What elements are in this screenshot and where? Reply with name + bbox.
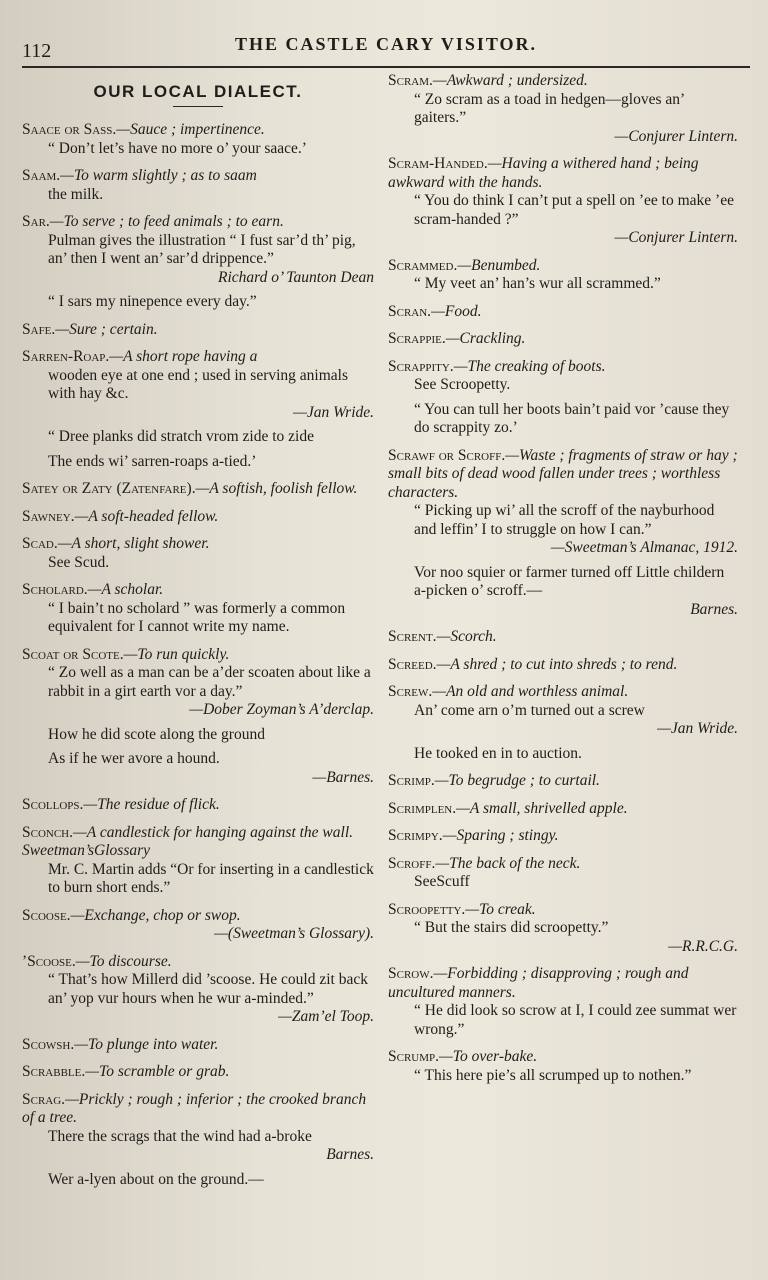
- page-header: [22, 30, 750, 68]
- entry-headword: Scrawf or Scroff.: [388, 446, 506, 464]
- entry-definition: —Sauce ; impertinence.: [116, 121, 265, 138]
- entry-quote: The ends wi’ sarren-roaps a-tied.’: [48, 452, 257, 470]
- entry-definition: —Crackling.: [445, 330, 526, 347]
- entry-headword: Scrimplen.: [388, 799, 457, 817]
- dialect-entry: [22, 535, 374, 572]
- dialect-entry: [22, 646, 374, 788]
- entry-quote: “ You can tull her boots bain’t paid vor ’cause they do scrappity zo.’: [414, 400, 730, 436]
- dialect-entry: [388, 155, 738, 248]
- entry-headword: Screw.: [388, 683, 433, 700]
- entry-headword: Scroopetty.: [388, 900, 466, 918]
- entry-attribution: Richard o’ Taunton Dean: [217, 268, 374, 286]
- dialect-entry: [388, 257, 738, 294]
- entry-quote: “ Zo scram as a toad in hedgen—gloves an’ gaiters.”: [414, 90, 685, 126]
- dialect-entry: [22, 167, 374, 204]
- dialect-entry: [388, 901, 738, 957]
- entry-quote: He tooked en in to auction.: [414, 744, 582, 762]
- entry-definition: —Having a withered hand ; being awkward with the hands.: [388, 155, 699, 191]
- entry-headword: Scram.: [388, 72, 433, 89]
- entry-attribution: —Jan Wride.: [293, 403, 374, 421]
- dialect-entry: [22, 121, 374, 158]
- dialect-entry: [22, 508, 374, 527]
- entry-line: [388, 656, 738, 675]
- entry-headword: Sawney.: [22, 507, 75, 525]
- dialect-entry: [22, 1036, 374, 1055]
- dialect-entry: [388, 656, 738, 675]
- entry-line: [388, 447, 738, 503]
- entry-quote: “ Zo well as a man can be a’der scoaten about like a rabbit in a girt earth vor a day.”: [48, 664, 371, 700]
- entry-definition: —A softish, foolish fellow.: [195, 480, 358, 497]
- entry-line: [388, 772, 738, 791]
- entry-attribution: —R.R.C.G.: [668, 937, 738, 955]
- entry-attribution: —Barnes.: [312, 768, 374, 786]
- entry-line: [22, 581, 374, 600]
- entry-headword: Scram-Handed.: [388, 155, 488, 172]
- entry-line: [22, 646, 374, 665]
- entry-definition: —Prickly ; rough ; inferior ; the crooked branch of a tree.: [22, 1090, 367, 1126]
- entry-definition: —A scholar.: [87, 581, 164, 598]
- entry-line: [22, 1036, 374, 1055]
- entry-line: [388, 303, 738, 322]
- dialect-entry: [388, 965, 738, 1039]
- entry-definition: —To creak.: [465, 900, 536, 918]
- entry-line: [22, 213, 374, 232]
- page-number: 112: [22, 40, 52, 62]
- left-column: [22, 72, 374, 1198]
- entry-definition: —The back of the neck.: [435, 854, 581, 872]
- entry-attribution: Barnes.: [326, 1146, 374, 1163]
- dialect-entry: [22, 348, 374, 471]
- entry-definition: —Sparing ; stingy.: [442, 827, 559, 844]
- entry-definition: —A small, shrivelled apple.: [456, 799, 628, 817]
- entry-definition: —To scramble or grab.: [85, 1063, 230, 1080]
- entry-quote: As if he wer avore a hound.: [48, 750, 220, 767]
- entry-attribution: Barnes.: [690, 600, 738, 618]
- entry-line: [22, 1091, 374, 1128]
- entry-line: [22, 953, 374, 972]
- entry-line: [22, 824, 374, 861]
- entry-quote: How he did scote along the ground: [48, 725, 265, 743]
- dialect-entry: [388, 330, 738, 349]
- section-title: OUR LOCAL DIALECT.: [93, 82, 303, 101]
- entry-quote: “ He did look so scrow at I, I could zee summat wer wrong.”: [414, 1002, 737, 1038]
- entry-headword: Sconch.: [22, 823, 74, 841]
- entry-line: [388, 330, 738, 349]
- dialect-entry: [22, 824, 374, 898]
- entry-quote: Vor noo squier or farmer turned off Little childern a-picken o’ scroff.—: [414, 563, 725, 599]
- entry-headword: Saam.: [22, 167, 61, 184]
- entry-quote: Mr. C. Martin adds “Or for inserting in a candlestick to burn short ends.”: [48, 860, 374, 896]
- entry-definition: —Waste ; fragments of straw or hay ; small bits of dead wood fallen under trees ; worthless characters.: [388, 446, 738, 501]
- dialect-entry: [22, 321, 374, 340]
- entry-definition: —To serve ; to feed animals ; to earn.: [49, 213, 284, 230]
- entry-headword: ’Scoose.: [22, 952, 76, 970]
- entry-definition: —Food.: [431, 302, 482, 320]
- entry-line: [22, 907, 374, 926]
- entry-attribution: —Conjurer Lintern.: [614, 127, 738, 145]
- entry-attribution: —Jan Wride.: [657, 720, 738, 737]
- entry-headword: Scoat or Scote.: [22, 645, 124, 663]
- entry-quote: the milk.: [48, 185, 104, 203]
- entry-headword: Sarren-Roap.: [22, 348, 110, 365]
- entry-quote: “ Dree planks did stratch vrom zide to zide: [48, 428, 314, 445]
- entry-headword: Scholard.: [22, 581, 88, 598]
- entry-quote: wooden eye at one end ; used in serving animals with hay &c.: [48, 366, 349, 402]
- dialect-entry: [22, 796, 374, 815]
- dialect-entry: [388, 358, 738, 438]
- entry-line: [388, 358, 738, 377]
- entry-definition: —To discourse.: [75, 952, 172, 970]
- dialect-entry: [388, 628, 738, 647]
- entry-attribution: —Sweetman’s Almanac, 1912.: [550, 539, 738, 556]
- entry-definition: —A shred ; to cut into shreds ; to rend.: [436, 655, 678, 673]
- entry-quote: There the scrags that the wind had a-broke: [48, 1127, 312, 1145]
- entry-quote: “ Don’t let’s have no more o’ your saace.’: [48, 139, 307, 157]
- entry-definition: —To over-bake.: [439, 1048, 538, 1065]
- entry-definition: —To plunge into water.: [74, 1035, 219, 1053]
- running-title: THE CASTLE CARY VISITOR.: [234, 34, 538, 54]
- entry-quote: “ You do think I can’t put a spell on ’ee to make ’ee scram-handed ?”: [414, 192, 734, 228]
- dialect-entry: [388, 72, 738, 146]
- entry-line: [22, 348, 374, 367]
- right-entry-list: [388, 72, 738, 1085]
- entry-line: [22, 535, 374, 554]
- entry-definition: —A short, slight shower.: [57, 535, 210, 552]
- dialect-entry: [22, 213, 374, 312]
- entry-headword: Scrag.: [22, 1090, 66, 1108]
- entry-headword: Sar.: [22, 213, 50, 230]
- dialect-entry: [388, 827, 738, 846]
- dialect-entry: [388, 800, 738, 819]
- entry-line: [22, 1063, 374, 1082]
- dialect-entry: [388, 303, 738, 322]
- dialect-entry: [22, 1091, 374, 1190]
- entry-definition: —The creaking of boots.: [453, 357, 606, 375]
- entry-definition: —To begrudge ; to curtail.: [434, 772, 600, 789]
- entry-line: [388, 628, 738, 647]
- entry-quote: SeeScuff: [414, 873, 470, 890]
- entry-headword: Scrent.: [388, 628, 437, 645]
- entry-line: [388, 683, 738, 702]
- entry-headword: Saace or Sass.: [22, 121, 117, 138]
- entry-line: [22, 796, 374, 815]
- entry-line: [22, 480, 374, 499]
- entry-headword: Scrabble.: [22, 1063, 86, 1080]
- entry-headword: Scrow.: [388, 965, 434, 982]
- entry-line: [388, 901, 738, 920]
- entry-headword: Scrappity.: [388, 357, 454, 375]
- entry-definition: —Scorch.: [436, 628, 497, 645]
- entry-definition: —An old and worthless animal.: [432, 683, 629, 700]
- entry-headword: Scrimpy.: [388, 827, 443, 844]
- entry-quote: “ I sars my ninepence every day.”: [48, 293, 257, 310]
- entry-quote: See Scroopetty.: [414, 376, 511, 393]
- entry-attribution: —Conjurer Lintern.: [614, 229, 738, 246]
- entry-definition: —To run quickly.: [123, 645, 230, 663]
- entry-line: [388, 800, 738, 819]
- entry-quote: “ I bain’t no scholard ” was formerly a common equivalent for I cannot write my name.: [48, 599, 346, 635]
- entry-quote: “ That’s how Millerd did ’scoose. He could zit back an’ yop vur hours when he wur a-minded.”: [48, 971, 368, 1007]
- entry-definition: —A candlestick for hanging against the wall. Sweetman’sGlossary: [22, 823, 354, 859]
- dialect-entry: [388, 683, 738, 763]
- entry-headword: Scoose.: [22, 906, 71, 924]
- entry-line: [22, 321, 374, 340]
- entry-line: [388, 1048, 738, 1067]
- entry-headword: Scad.: [22, 535, 58, 552]
- entry-definition: —Awkward ; undersized.: [432, 72, 588, 89]
- entry-headword: Scrump.: [388, 1048, 440, 1065]
- entry-quote: “ This here pie’s all scrumped up to nothen.”: [414, 1066, 692, 1084]
- dialect-entry: [388, 855, 738, 892]
- dialect-entry: [22, 1063, 374, 1082]
- dialect-entry: [388, 1048, 738, 1085]
- entry-definition: —A short rope having a: [109, 348, 258, 365]
- entry-attribution: —(Sweetman’s Glossary).: [214, 925, 374, 942]
- entry-headword: Screed.: [388, 655, 437, 673]
- entry-definition: —Forbidding ; disapproving ; rough and uncultured manners.: [388, 965, 689, 1001]
- entry-headword: Safe.: [22, 320, 56, 338]
- dialect-entry: [388, 772, 738, 791]
- dialect-entry: [22, 581, 374, 637]
- entry-quote: “ My veet an’ han’s wur all scrammed.”: [414, 275, 661, 292]
- entry-line: [22, 508, 374, 527]
- dialect-entry: [22, 953, 374, 1027]
- entry-definition: —A soft-headed fellow.: [74, 507, 219, 525]
- dialect-entry: [388, 447, 738, 620]
- entry-line: [22, 121, 374, 140]
- entry-definition: —Exchange, chop or swop.: [70, 906, 241, 924]
- entry-line: [22, 167, 374, 186]
- dialect-entry: [22, 480, 374, 499]
- entry-headword: Scrimp.: [388, 772, 435, 789]
- entry-line: [388, 855, 738, 874]
- entry-line: [388, 72, 738, 91]
- entry-headword: Scran.: [388, 302, 432, 320]
- entry-quote: “ Picking up wi’ all the scroff of the nayburhood and leffin’ I to struggle on how I can.”: [414, 502, 715, 538]
- entry-line: [388, 155, 738, 192]
- entry-quote: See Scud.: [48, 553, 110, 571]
- entry-line: [388, 965, 738, 1002]
- left-entry-list: [22, 121, 374, 1189]
- entry-definition: —Benumbed.: [457, 256, 541, 274]
- entry-line: [388, 257, 738, 276]
- entry-headword: Scrammed.: [388, 256, 458, 274]
- right-column: [388, 72, 738, 1094]
- entry-quote: Wer a-lyen about on the ground.—: [48, 1170, 264, 1188]
- entry-headword: Scroff.: [388, 854, 436, 872]
- entry-quote: “ But the stairs did scroopetty.”: [414, 919, 609, 936]
- entry-definition: —Sure ; certain.: [55, 320, 158, 338]
- entry-headword: Scowsh.: [22, 1035, 75, 1053]
- entry-quote: An’ come arn o’m turned out a screw: [414, 701, 645, 719]
- entry-headword: Satey or Zaty (Zatenfare).: [22, 480, 196, 497]
- entry-definition: —To warm slightly ; as to saam: [60, 167, 257, 184]
- entry-quote: Pulman gives the illustration “ I fust sar’d th’ pig, an’ then I went an’ sar’d drippence.”: [48, 231, 356, 267]
- entry-attribution: —Dober Zoyman’s A’derclap.: [189, 701, 374, 718]
- entry-attribution: —Zam’el Toop.: [278, 1008, 374, 1025]
- entry-headword: Scollops.: [22, 796, 84, 813]
- title-rule: [173, 106, 223, 107]
- entry-definition: —The residue of flick.: [83, 796, 220, 813]
- entry-line: [388, 827, 738, 846]
- dialect-entry: [22, 907, 374, 944]
- entry-headword: Scrappie.: [388, 330, 446, 347]
